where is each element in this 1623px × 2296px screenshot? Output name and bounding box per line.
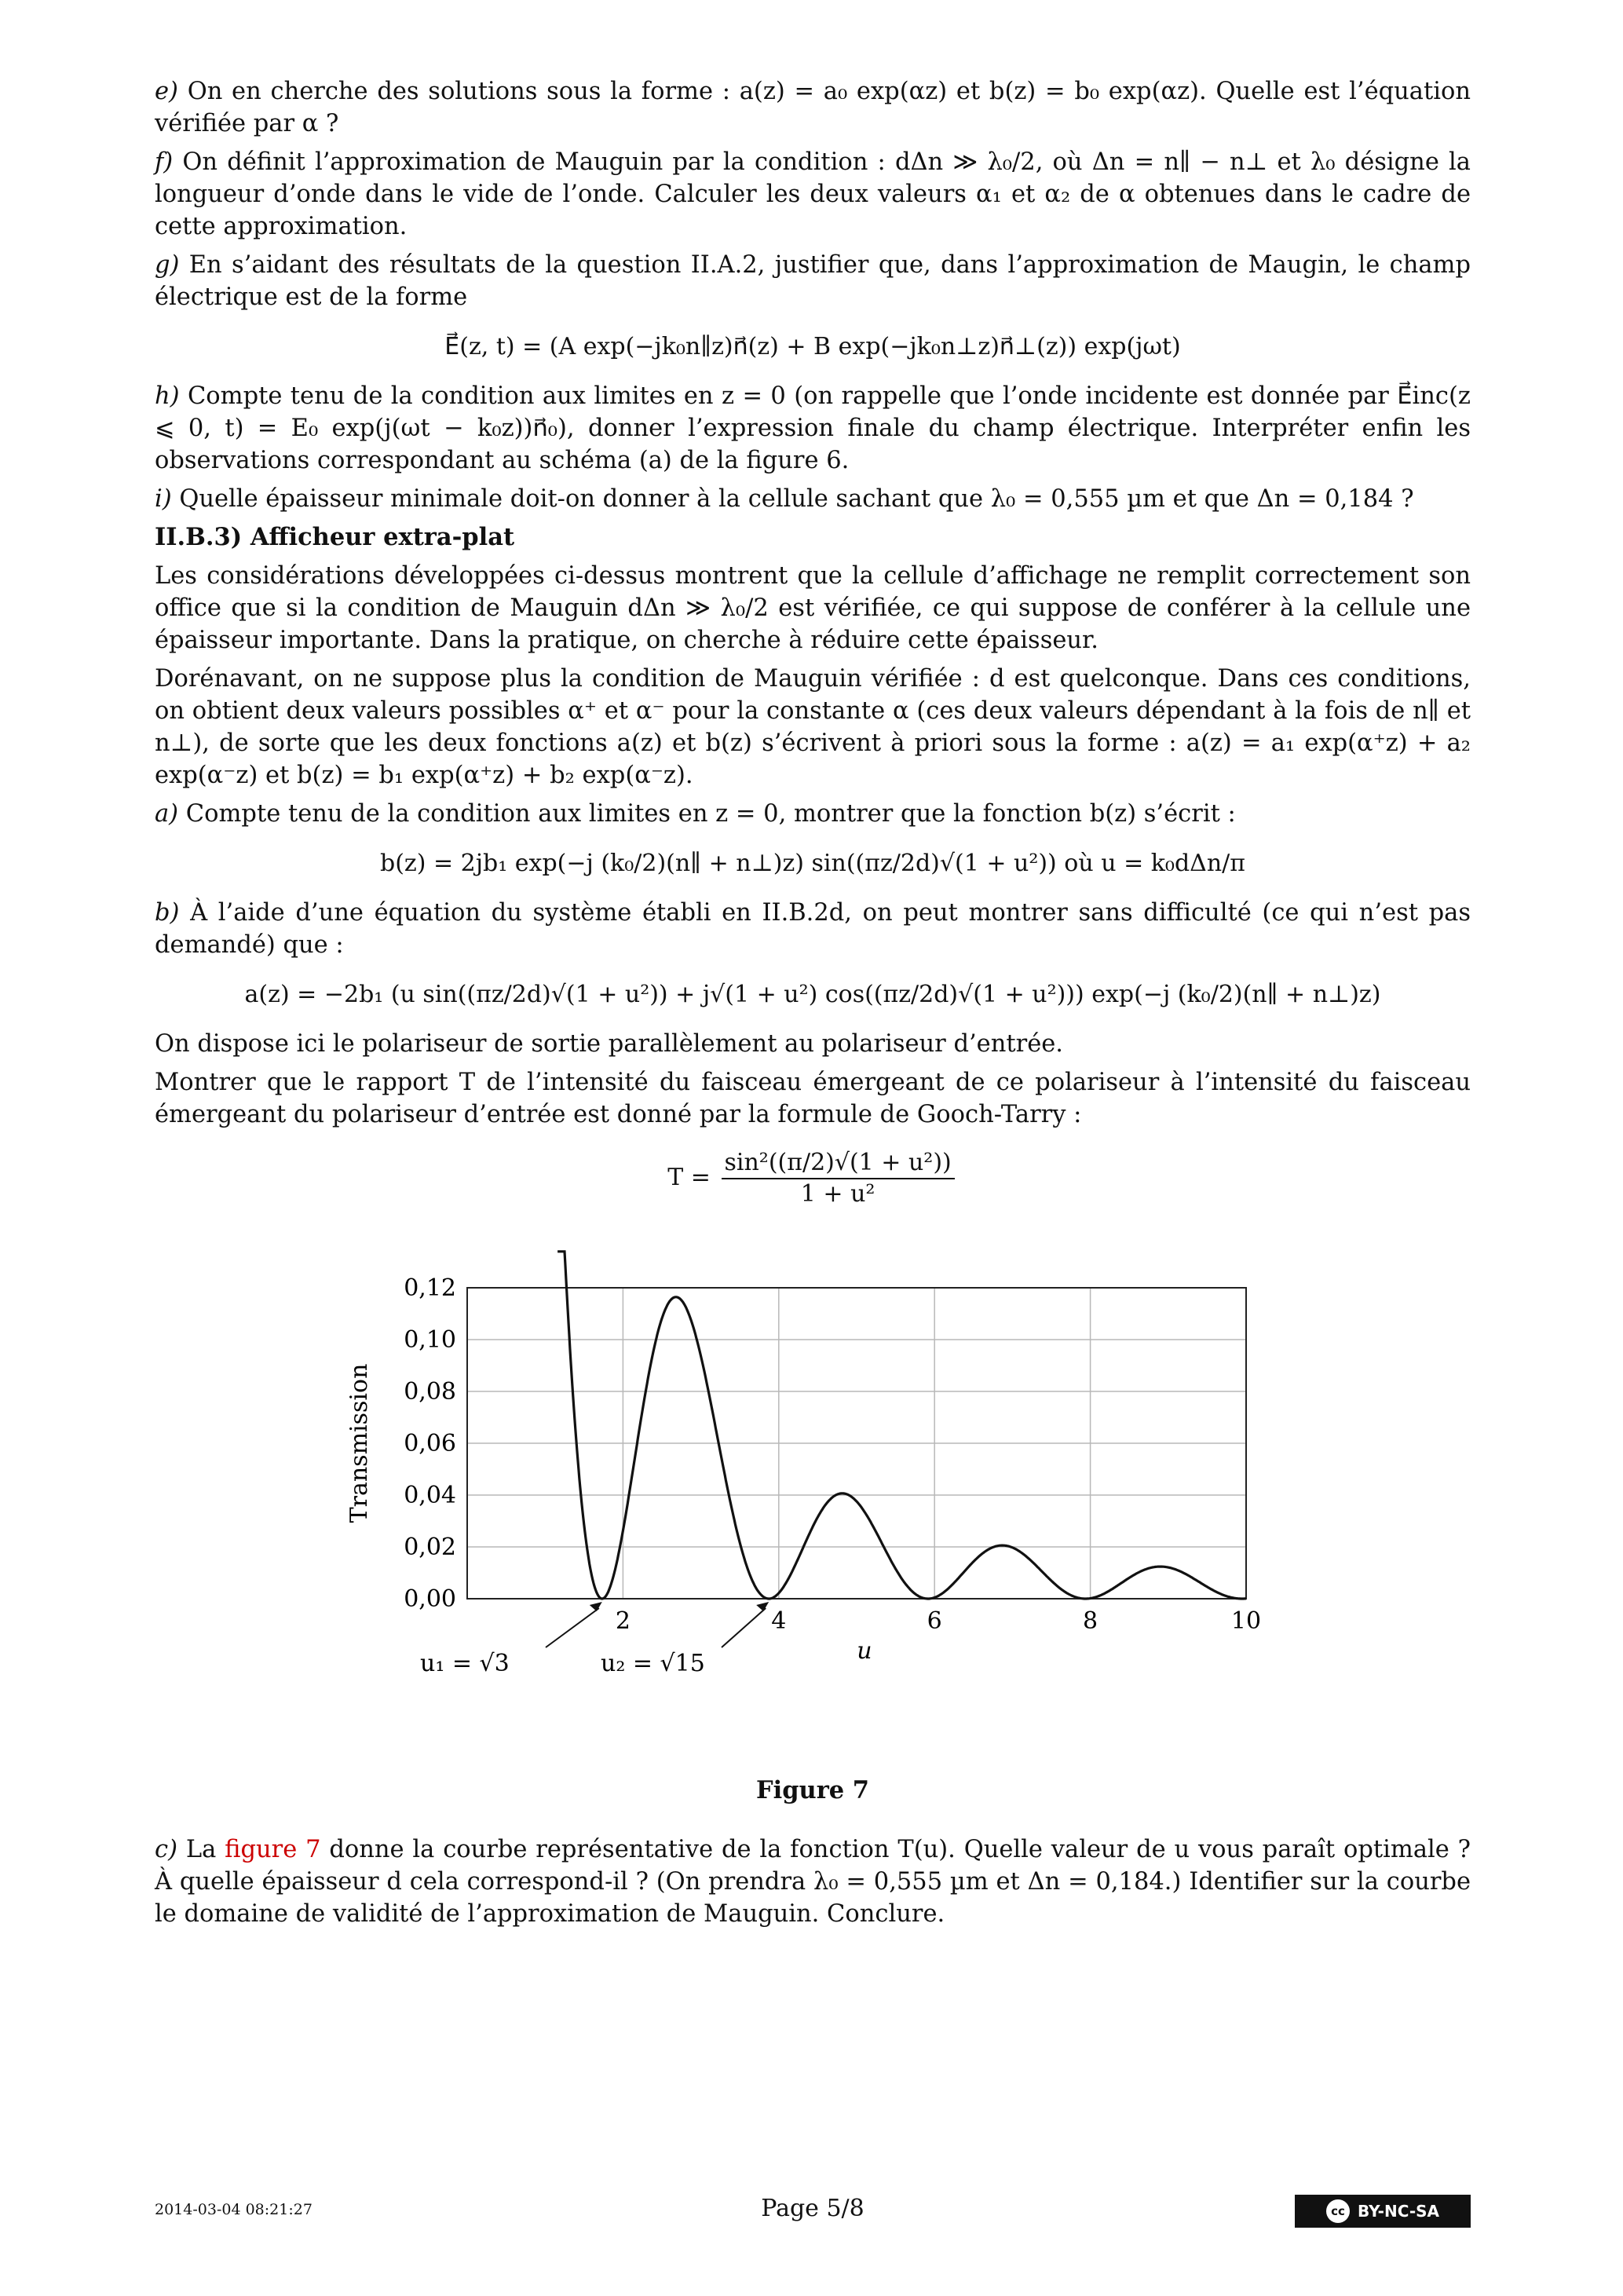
question-label: g): [155, 251, 180, 279]
question-i: [155, 483, 1471, 515]
paragraph-2: Dorénavant, on ne suppose plus la condition de Mauguin vérifiée : d est quelconque. Dans ces conditions, on obtient deux valeurs possibles α⁺ et α⁻ pour la constante α (ces deux valeurs dépendant à la fois de n∥ et n⊥), de sorte que les deux fonctions a(z) et b(z) s’écrivent à priori sous la forme : a(z) = a₁ exp(α⁺z) + a₂ exp(α⁻z) et b(z) = b₁ exp(α⁺z) + b₂ exp(α⁻z).: [155, 665, 1471, 789]
x-tick-label: 4: [771, 1607, 787, 1635]
annotation-arrow: [722, 1608, 766, 1647]
question-e: [155, 75, 1471, 140]
question-label: b): [155, 899, 180, 927]
y-tick-label: 0,12: [404, 1274, 456, 1302]
question-label: i): [155, 485, 172, 513]
question-h: [155, 380, 1471, 477]
question-g: [155, 249, 1471, 313]
y-tick-label: 0,08: [404, 1378, 456, 1406]
x-tick-label: 2: [615, 1607, 631, 1635]
figure-7-chart: [155, 1241, 1471, 1775]
transmission-plot: [155, 1241, 1471, 1775]
x-tick-label: 6: [927, 1607, 942, 1635]
root-annotation-label: u₁ = √3: [420, 1650, 510, 1677]
question-text: La: [185, 1836, 217, 1863]
question-text: Compte tenu de la condition aux limites en z = 0, montrer que la fonction b(z) s’écrit :: [185, 800, 1236, 828]
y-tick-label: 0,10: [404, 1326, 456, 1354]
annotation-arrowhead: [756, 1602, 769, 1611]
equation-denominator: 1 + u²: [800, 1180, 875, 1208]
question-c: [155, 1834, 1471, 1930]
root-annotation-label: u₂ = √15: [601, 1650, 705, 1677]
paragraph-1: Les considérations développées ci-dessus montrent que la cellule d’affichage ne remplit correctement son office que si la condition de Mauguin dΔn ≫ λ₀/2 est vérifiée, ce qui suppose de conférer à la cellule une épaisseur importante. Dans la pratique, on cherche à réduire cette épaisseur.: [155, 562, 1471, 654]
equation-gooch-tarry: [155, 1148, 1471, 1209]
equation-fraction: [722, 1148, 955, 1209]
question-text: donne la courbe représentative de la fonction T(u). Quelle valeur de u vous paraît optimale ? À quelle épaisseur d cela correspond-il ? (On prendra λ₀ = 0,555 µm et Δn = 0,184.) Identifier sur la courbe le domaine de validité de l’approximation de Mauguin. Conclure.: [155, 1836, 1471, 1928]
annotation-arrow: [546, 1608, 599, 1647]
question-text: Quelle épaisseur minimale doit-on donner à la cellule sachant que λ₀ = 0,555 µm et que Δn = 0,184 ?: [179, 485, 1414, 513]
question-f: [155, 146, 1471, 243]
question-label: f): [155, 148, 174, 176]
paragraph-4: Montrer que le rapport T de l’intensité du faisceau émergeant de ce polariseur à l’intensité du faisceau émergeant du polariseur d’entrée est donné par la formule de Gooch-Tarry :: [155, 1069, 1471, 1128]
figure-caption: Figure 7: [755, 1776, 870, 1804]
y-tick-label: 0,02: [404, 1534, 456, 1561]
annotation-arrowhead: [590, 1602, 602, 1611]
equation-lhs: T =: [667, 1164, 711, 1191]
x-tick-label: 10: [1230, 1607, 1262, 1635]
question-label: e): [155, 78, 178, 105]
y-axis-label: Transmission: [345, 1363, 373, 1523]
equation-a-of-z: a(z) = −2b₁ (u sin((πz/2d)√(1 + u²)) + j√(1 + u²) cos((πz/2d)√(1 + u²))) exp(−j (k₀/2)(n∥ + n⊥)z): [244, 981, 1381, 1008]
equation-numerator: sin²((π/2)√(1 + u²)): [722, 1148, 955, 1179]
question-label: h): [155, 382, 180, 410]
question-label: a): [155, 800, 179, 828]
question-text: On en cherche des solutions sous la forme : a(z) = a₀ exp(αz) et b(z) = b₀ exp(αz). Quelle est l’équation vérifiée par α ?: [155, 78, 1471, 137]
license-badge[interactable]: [1295, 2195, 1471, 2228]
page-number: Page 5/8: [761, 2195, 865, 2222]
question-text: À l’aide d’une équation du système établi en II.B.2d, on peut montrer sans difficulté (ce qui n’est pas demandé) que :: [155, 899, 1471, 959]
y-tick-label: 0,00: [404, 1585, 456, 1613]
document-body: [155, 75, 1471, 1936]
x-axis-label: u: [857, 1637, 872, 1665]
question-text: En s’aidant des résultats de la question II.A.2, justifier que, dans l’approximation de Maugin, le champ électrique est de la forme: [155, 251, 1471, 311]
question-text: Compte tenu de la condition aux limites en z = 0 (on rappelle que l’onde incidente est donnée par E⃗inc(z ⩽ 0, t) = E₀ exp(j(ωt − k₀z))n⃗₀), donner l’expression finale du champ électrique. Interpréter enfin les observations correspondant au schéma (a) de la figure 6.: [155, 382, 1471, 474]
question-a: [155, 798, 1471, 830]
y-tick-label: 0,04: [404, 1482, 456, 1509]
paragraph-3: On dispose ici le polariseur de sortie parallèlement au polariseur d’entrée.: [155, 1030, 1063, 1058]
question-b: [155, 897, 1471, 961]
y-tick-label: 0,06: [404, 1430, 456, 1457]
license-text: BY-NC-SA: [1357, 2202, 1440, 2221]
creative-commons-icon: cc: [1326, 2199, 1350, 2223]
timestamp: 2014-03-04 08:21:27: [155, 2201, 313, 2218]
equation-b-of-z: b(z) = 2jb₁ exp(−j (k₀/2)(n∥ + n⊥)z) sin((πz/2d)√(1 + u²)) où u = k₀dΔn/π: [380, 850, 1245, 877]
page-footer: [155, 2195, 1471, 2226]
section-heading: II.B.3) Afficheur extra-plat: [155, 523, 515, 551]
question-text: On définit l’approximation de Mauguin par la condition : dΔn ≫ λ₀/2, où Δn = n∥ − n⊥ et λ₀ désigne la longueur d’onde dans le vide de l’onde. Calculer les deux valeurs α₁ et α₂ de α obtenues dans le cadre de cette approximation.: [155, 148, 1471, 240]
question-label: c): [155, 1836, 177, 1863]
x-tick-label: 8: [1083, 1607, 1098, 1635]
equation-electric-field: E⃗(z, t) = (A exp(−jk₀n∥z)n⃗(z) + B exp(−jk₀n⊥z)n⃗⊥(z)) exp(jωt): [444, 333, 1181, 360]
figure-7-link[interactable]: figure 7: [225, 1836, 321, 1863]
